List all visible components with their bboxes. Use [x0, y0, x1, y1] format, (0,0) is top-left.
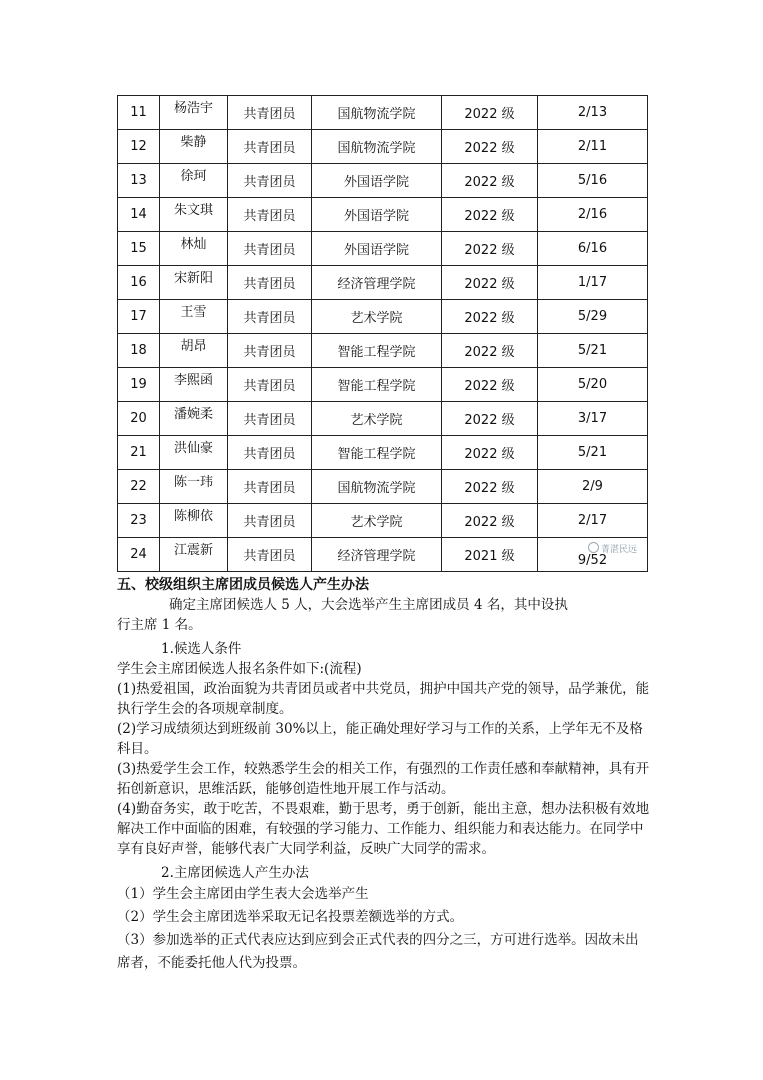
name-cell	[160, 436, 228, 470]
college-cell: 外国语学院	[312, 198, 442, 232]
grade-cell: 2022 级	[442, 96, 538, 130]
political-status-cell: 共青团员	[228, 402, 312, 436]
name-text: 徐珂	[180, 169, 207, 184]
rank-cell: 3/17	[538, 402, 648, 436]
condition-4: (4)勤奋务实，敢于吃苦，不畏艰难，勤于思考，勇于创新，能出主意，想办法积极有效地解决工作中面临的困难，有较强的学习能力、工作能力、组织能力和表达能力。在同学中享有良好声誉，能够代表广大同学利益，反映广大同学的需求。	[117, 801, 650, 857]
rank-cell: 2/9	[538, 470, 648, 504]
political-status-cell: 共青团员	[228, 334, 312, 368]
table-row	[118, 232, 648, 266]
grade-cell: 2022 级	[442, 470, 538, 504]
college-cell: 国航物流学院	[312, 470, 442, 504]
name-text: 宋新阳	[173, 271, 213, 286]
grade-cell: 2022 级	[442, 402, 538, 436]
method-1: （1）学生会主席团由学生表大会选举产生	[117, 886, 369, 902]
college-cell: 经济管理学院	[312, 266, 442, 300]
row-number-cell: 20	[118, 402, 160, 436]
name-cell	[160, 504, 228, 538]
name-cell	[160, 130, 228, 164]
rank-cell: 5/29	[538, 300, 648, 334]
grade-cell: 2022 级	[442, 368, 538, 402]
political-status-cell: 共青团员	[228, 538, 312, 572]
name-text: 林灿	[180, 237, 207, 252]
section-1-title: 1.候选人条件	[161, 641, 242, 657]
candidate-table-body	[118, 96, 648, 572]
row-number-cell: 15	[118, 232, 160, 266]
condition-3: (3)热爱学生会工作，较熟悉学生会的相关工作，有强烈的工作责任感和奉献精神，具有开拓创新意识，思维活跃，能够创造性地开展工作与活动。	[117, 761, 650, 797]
name-text: 杨浩宇	[173, 101, 213, 116]
row-number-cell: 16	[118, 266, 160, 300]
table-row	[118, 470, 648, 504]
grade-cell: 2022 级	[442, 130, 538, 164]
name-text: 陈柳依	[173, 509, 213, 524]
name-cell	[160, 266, 228, 300]
rank-cell: 2/17	[538, 504, 648, 538]
table-row	[118, 368, 648, 402]
name-text: 胡昂	[180, 339, 207, 354]
name-cell	[160, 96, 228, 130]
name-cell	[160, 164, 228, 198]
name-cell	[160, 368, 228, 402]
grade-cell: 2022 级	[442, 504, 538, 538]
college-cell: 智能工程学院	[312, 436, 442, 470]
name-text: 柴静	[180, 135, 207, 150]
conditions-intro: 学生会主席团候选人报名条件如下:(流程)	[117, 661, 362, 677]
candidate-table	[117, 95, 648, 572]
rank-cell: 5/20	[538, 368, 648, 402]
college-cell: 智能工程学院	[312, 368, 442, 402]
table-row	[118, 504, 648, 538]
intro-line-2: 行主席 1 名。	[117, 617, 202, 633]
table-row	[118, 402, 648, 436]
college-cell: 国航物流学院	[312, 96, 442, 130]
name-cell	[160, 232, 228, 266]
college-cell: 艺术学院	[312, 300, 442, 334]
table-row	[118, 96, 648, 130]
college-cell: 经济管理学院	[312, 538, 442, 572]
political-status-cell: 共青团员	[228, 164, 312, 198]
name-cell	[160, 300, 228, 334]
rank-cell: 2/13	[538, 96, 648, 130]
table-row	[118, 334, 648, 368]
name-text: 陈一玮	[173, 475, 213, 490]
row-number-cell: 23	[118, 504, 160, 538]
name-cell	[160, 470, 228, 504]
rank-cell: 6/16	[538, 232, 648, 266]
grade-cell: 2022 级	[442, 198, 538, 232]
rank-cell: 2/11	[538, 130, 648, 164]
grade-cell: 2021 级	[442, 538, 538, 572]
row-number-cell: 14	[118, 198, 160, 232]
name-text: 朱文琪	[173, 203, 213, 218]
rank-cell: 5/21	[538, 436, 648, 470]
grade-cell: 2022 级	[442, 266, 538, 300]
method-3: （3）参加选举的正式代表应达到应到会正式代表的四分之三，方可进行选举。因故未出席者，不能委托他人代为投票。	[117, 932, 639, 971]
rank-cell: 1/17	[538, 266, 648, 300]
college-cell: 智能工程学院	[312, 334, 442, 368]
political-status-cell: 共青团员	[228, 96, 312, 130]
table-row	[118, 436, 648, 470]
rank-cell	[538, 538, 648, 572]
political-status-cell: 共青团员	[228, 436, 312, 470]
name-text: 洪仙豪	[173, 441, 213, 456]
grade-cell: 2022 级	[442, 334, 538, 368]
row-number-cell: 11	[118, 96, 160, 130]
condition-2: (2)学习成绩须达到班级前 30%以上，能正确处理好学习与工作的关系，上学年无不及格科目。	[117, 721, 643, 757]
condition-1: (1)热爱祖国，政治面貌为共青团员或者中共党员，拥护中国共产党的领导，品学兼优，能执行学生会的各项规章制度。	[117, 681, 650, 717]
row-number-cell: 22	[118, 470, 160, 504]
name-cell	[160, 402, 228, 436]
rank-cell: 2/16	[538, 198, 648, 232]
college-cell: 艺术学院	[312, 402, 442, 436]
rank-value: 9/52	[577, 553, 608, 568]
college-cell: 外国语学院	[312, 164, 442, 198]
name-text: 李熙函	[173, 373, 213, 388]
college-cell: 艺术学院	[312, 504, 442, 538]
college-cell: 外国语学院	[312, 232, 442, 266]
name-text: 王雪	[180, 305, 207, 320]
section-2-title: 2.主席团候选人产生办法	[161, 865, 309, 881]
row-number-cell: 17	[118, 300, 160, 334]
row-number-cell: 24	[118, 538, 160, 572]
method-2: （2）学生会主席团选举采取无记名投票差额选举的方式。	[117, 909, 464, 925]
grade-cell: 2022 级	[442, 232, 538, 266]
political-status-cell: 共青团员	[228, 504, 312, 538]
table-row	[118, 164, 648, 198]
row-number-cell: 21	[118, 436, 160, 470]
political-status-cell: 共青团员	[228, 232, 312, 266]
political-status-cell: 共青团员	[228, 266, 312, 300]
name-cell	[160, 334, 228, 368]
intro-line-1: 确定主席团候选人 5 人，大会选举产生主席团成员 4 名，其中设执	[169, 597, 568, 613]
political-status-cell: 共青团员	[228, 198, 312, 232]
row-number-cell: 12	[118, 130, 160, 164]
table-row	[118, 130, 648, 164]
row-number-cell: 13	[118, 164, 160, 198]
rank-cell: 5/16	[538, 164, 648, 198]
name-cell	[160, 538, 228, 572]
section-heading: 五、校级组织主席团成员候选人产生办法	[117, 577, 369, 593]
college-cell: 国航物流学院	[312, 130, 442, 164]
table-row	[118, 300, 648, 334]
political-status-cell: 共青团员	[228, 300, 312, 334]
name-cell	[160, 198, 228, 232]
table-row	[118, 266, 648, 300]
grade-cell: 2022 级	[442, 436, 538, 470]
political-status-cell: 共青团员	[228, 368, 312, 402]
row-number-cell: 18	[118, 334, 160, 368]
table-row	[118, 538, 648, 572]
name-text: 江震新	[173, 543, 213, 558]
name-text: 潘婉柔	[173, 407, 213, 422]
watermark-icon	[588, 542, 599, 553]
political-status-cell: 共青团员	[228, 130, 312, 164]
election-method-section	[117, 575, 652, 975]
rank-cell: 5/21	[538, 334, 648, 368]
candidate-table-container	[117, 95, 647, 572]
watermark-text: 菁湛民远	[600, 545, 637, 555]
row-number-cell: 19	[118, 368, 160, 402]
table-row	[118, 198, 648, 232]
grade-cell: 2022 级	[442, 164, 538, 198]
grade-cell: 2022 级	[442, 300, 538, 334]
political-status-cell: 共青团员	[228, 470, 312, 504]
